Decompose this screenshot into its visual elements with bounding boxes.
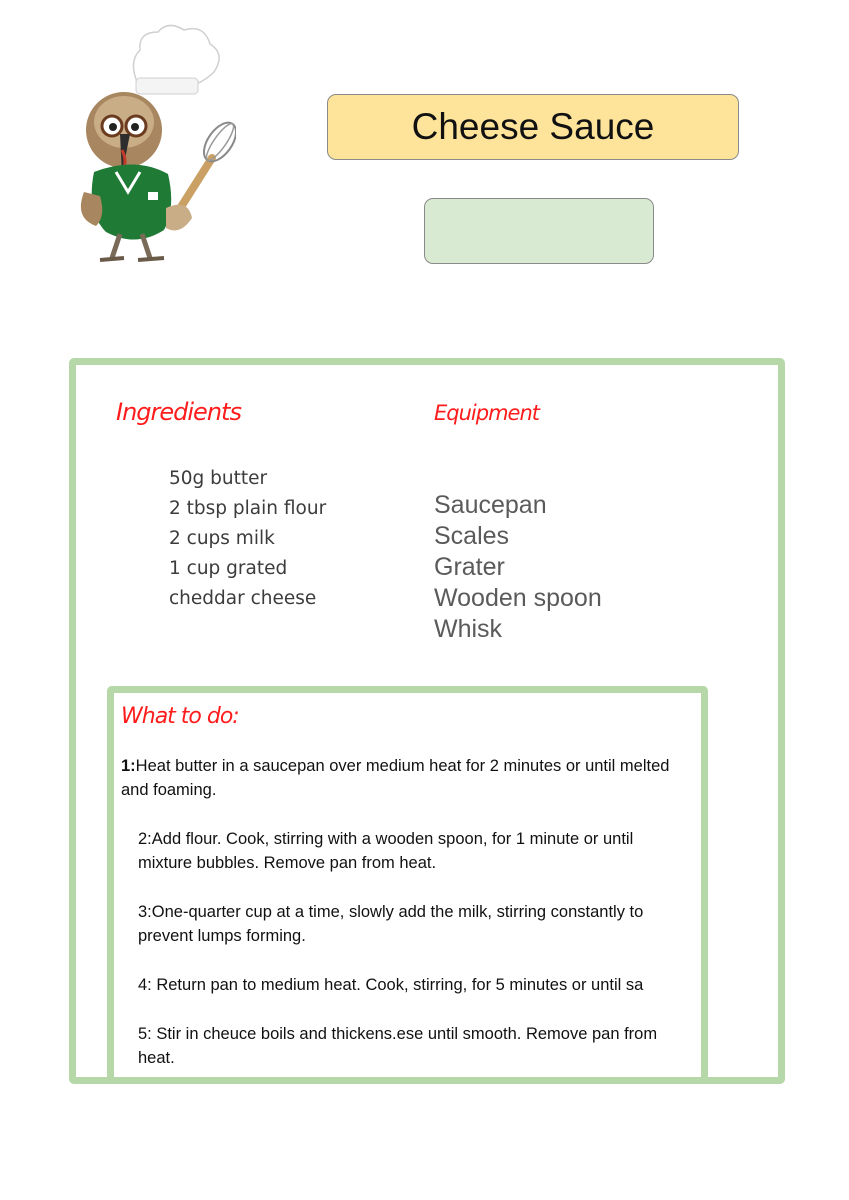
- list-item: Scales: [434, 522, 510, 550]
- method-step-4: 4: Return pan to medium heat. Cook, stirring, for 5 minutes or until sa: [138, 976, 644, 994]
- step-number: 1:: [121, 757, 136, 775]
- ingredients-heading: Ingredients: [116, 398, 241, 426]
- chef-bird-mascot-icon: [76, 22, 236, 267]
- equipment-heading: Equipment: [434, 401, 539, 425]
- method-step-3: 3:One-quarter cup at a time, slowly add the milk, stirring constantly to prevent lumps forming.: [138, 903, 644, 945]
- list-item: 2 cups milk: [169, 528, 275, 549]
- list-item: 2 tbsp plain flour: [169, 498, 327, 519]
- list-item: Grater: [434, 553, 505, 581]
- method-step-2: 2:Add flour. Cook, stirring with a wooden spoon, for 1 minute or until mixture bubbles. Remove pan from heat.: [138, 830, 634, 872]
- equipment-list: [434, 490, 602, 645]
- method-heading: What to do:: [121, 704, 239, 729]
- method-step-5: 5: Stir in cheuce boils and thickens.ese until smooth. Remove pan from heat.: [138, 1025, 658, 1067]
- step-text: Heat butter in a saucepan over medium heat for 2 minutes or until melted and foaming.: [121, 757, 670, 799]
- list-item: cheddar cheese: [169, 588, 317, 609]
- method-step-1: [121, 754, 681, 802]
- list-item: 50g butter: [169, 468, 268, 489]
- list-item: 1 cup grated: [169, 558, 288, 579]
- list-item: Saucepan: [434, 491, 547, 519]
- title-banner: [327, 94, 739, 160]
- ingredients-list: [169, 464, 326, 614]
- page-title: Cheese Sauce: [411, 106, 655, 147]
- empty-label-box: [424, 198, 654, 264]
- list-item: Wooden spoon: [434, 584, 602, 612]
- list-item: Whisk: [434, 615, 503, 643]
